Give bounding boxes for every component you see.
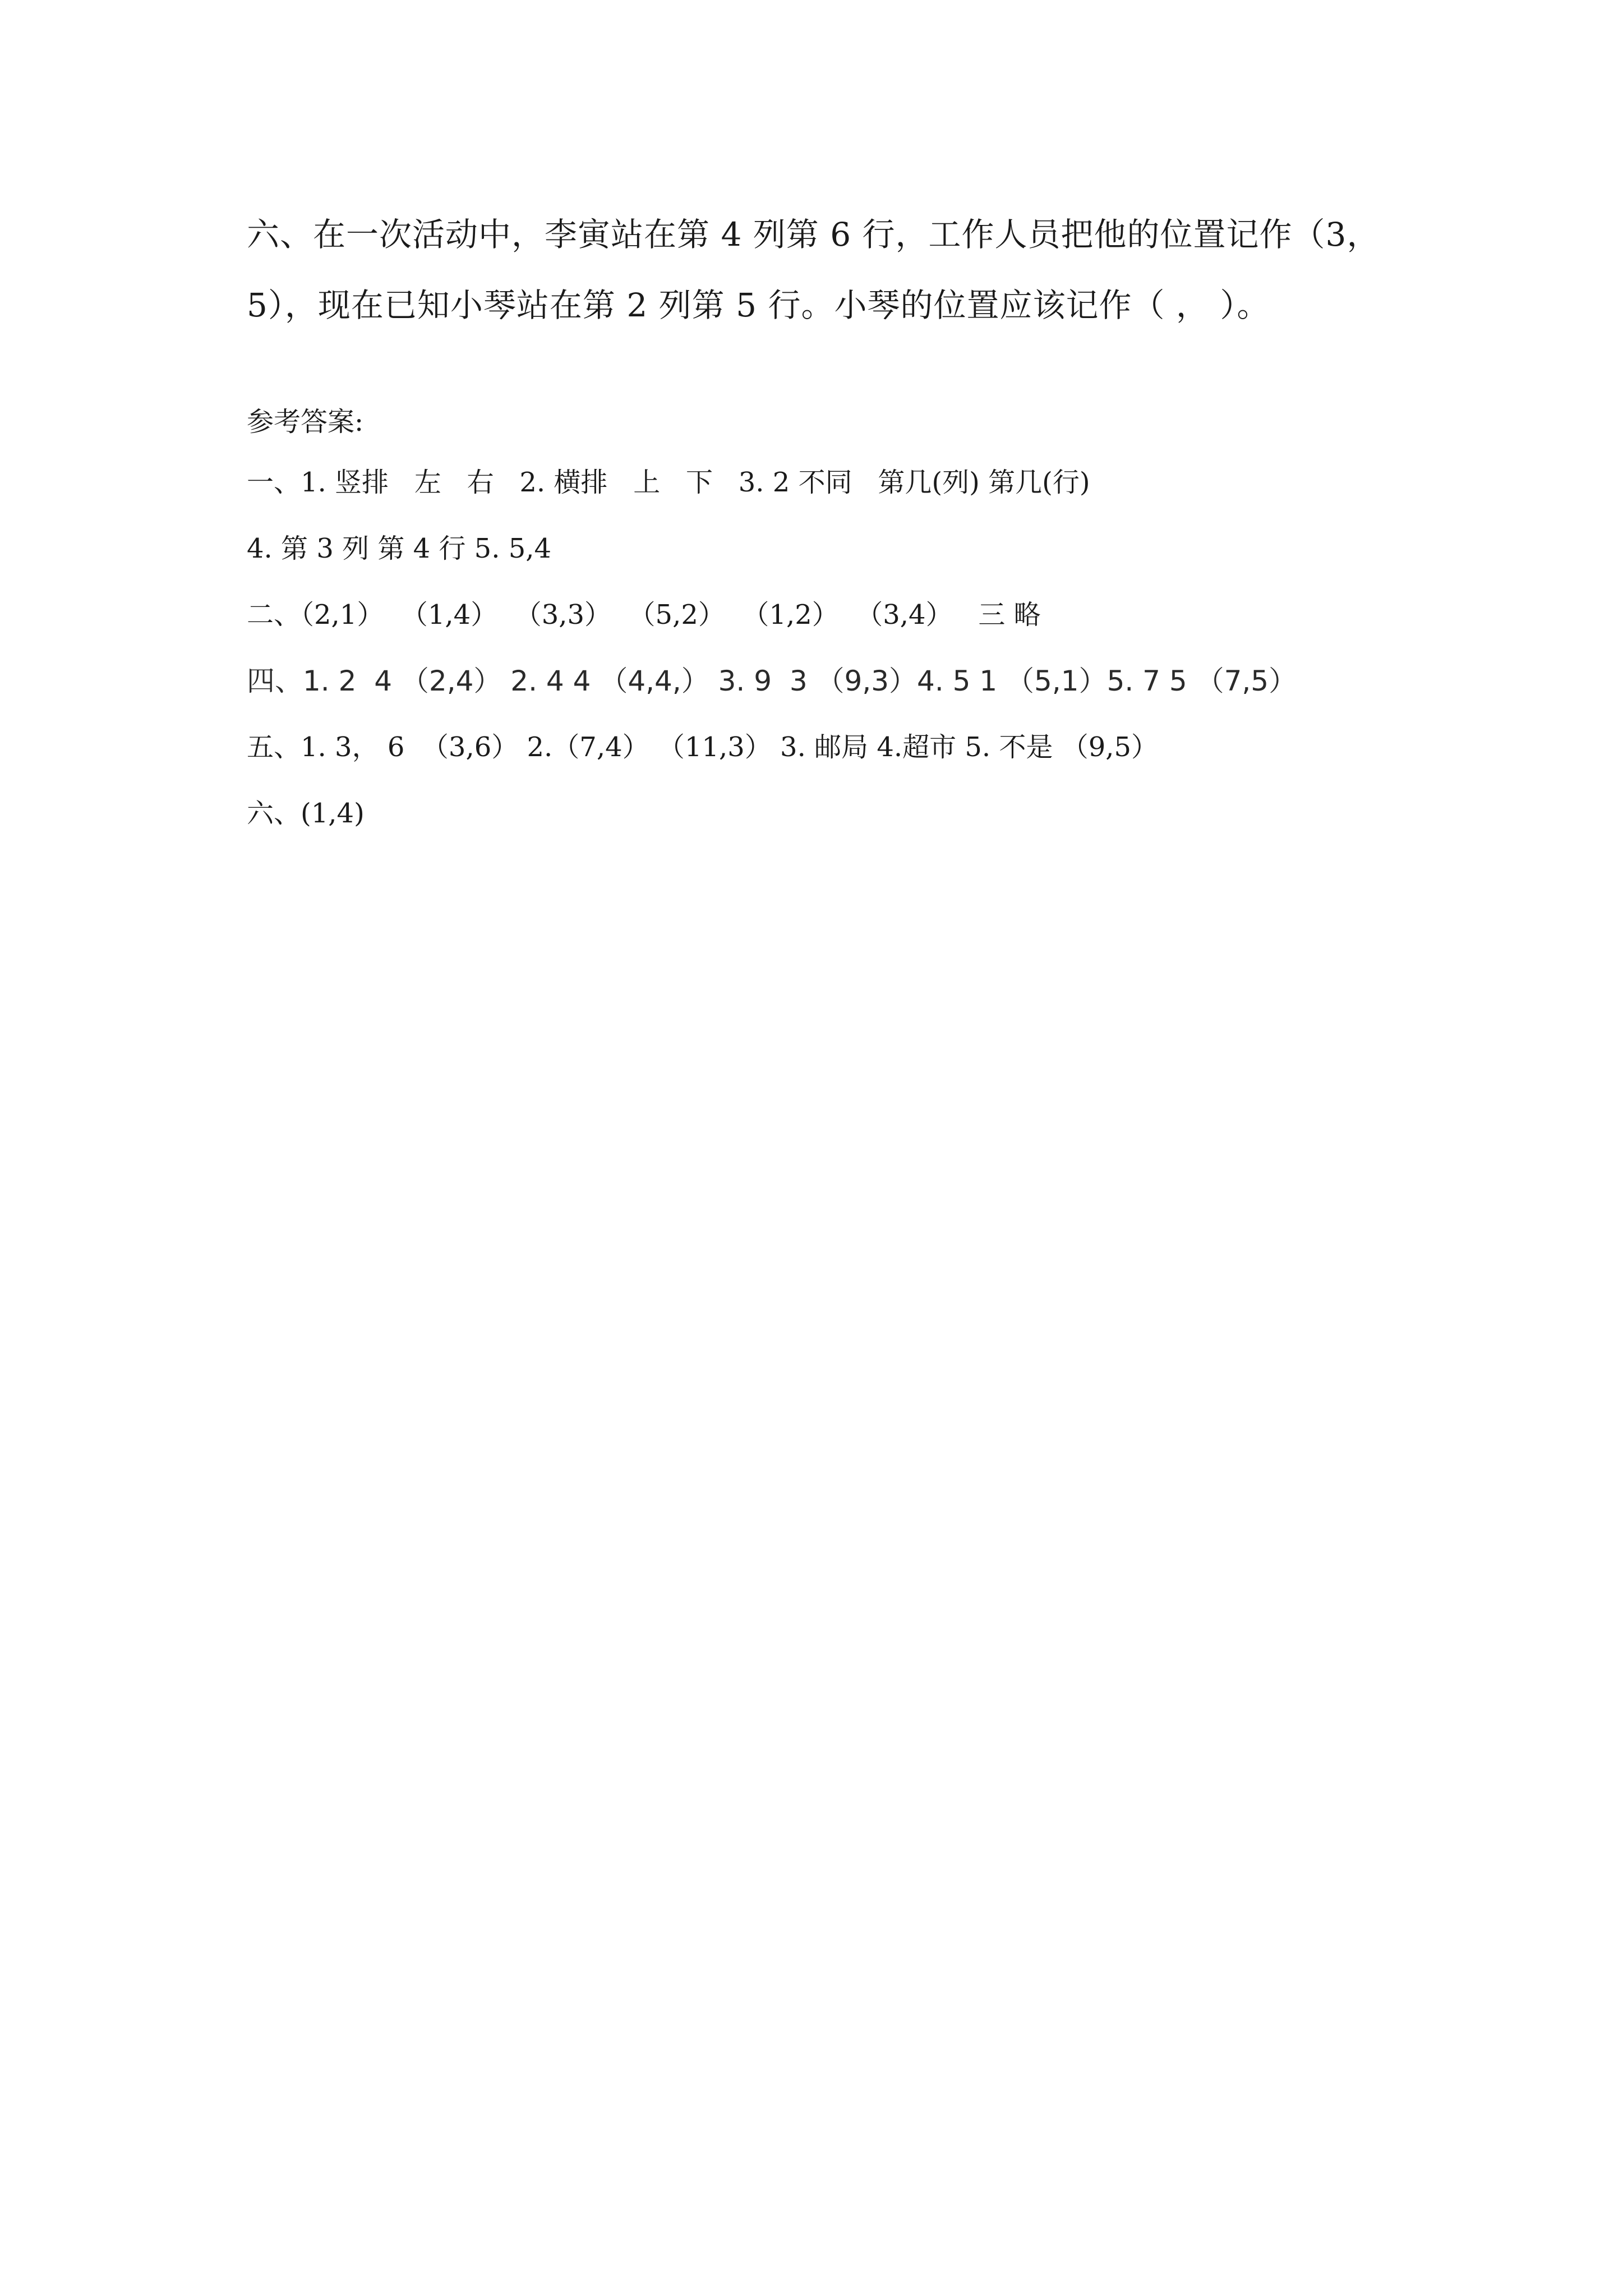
answer-key [247,404,1424,862]
question-line-2: 5），现在已知小琴站在第 2 列第 5 行。小琴的位置应该记作（ ， ）。 [247,286,1270,324]
question-line-1: 六、在一次活动中，李寅站在第 4 列第 6 行，工作人员把他的位置记作（3， [247,215,1380,254]
answer-line-part-one: 一、1. 竖排 左 右 2. 横排 上 下 3. 2 不同 第几(列) 第几(行) [247,467,1090,498]
answer-line-part-one-continued: 4. 第 3 列 第 4 行 5. 5,4 [247,533,552,564]
answer-line-part-five: 五、1. 3， 6 （3,6） 2.（7,4） （11,3） 3. 邮局 4.超市 5. 不是 （9,5） [247,731,1159,763]
answer-key-heading: 参考答案: [247,406,364,438]
answer-line-part-four: 四、1. 2 4 （2,4） 2. 4 4 （4,4,） 3. 9 3 （9,3）4. 5 1 （5,1）5. 7 5 （7,5） [247,665,1297,697]
question-six [247,199,1402,341]
answer-line-part-six: 六、(1,4) [247,798,365,829]
answer-line-part-two: 二、（2,1） （1,4） （3,3） （5,2） （1,2） （3,4） 三 略 [247,599,1041,631]
